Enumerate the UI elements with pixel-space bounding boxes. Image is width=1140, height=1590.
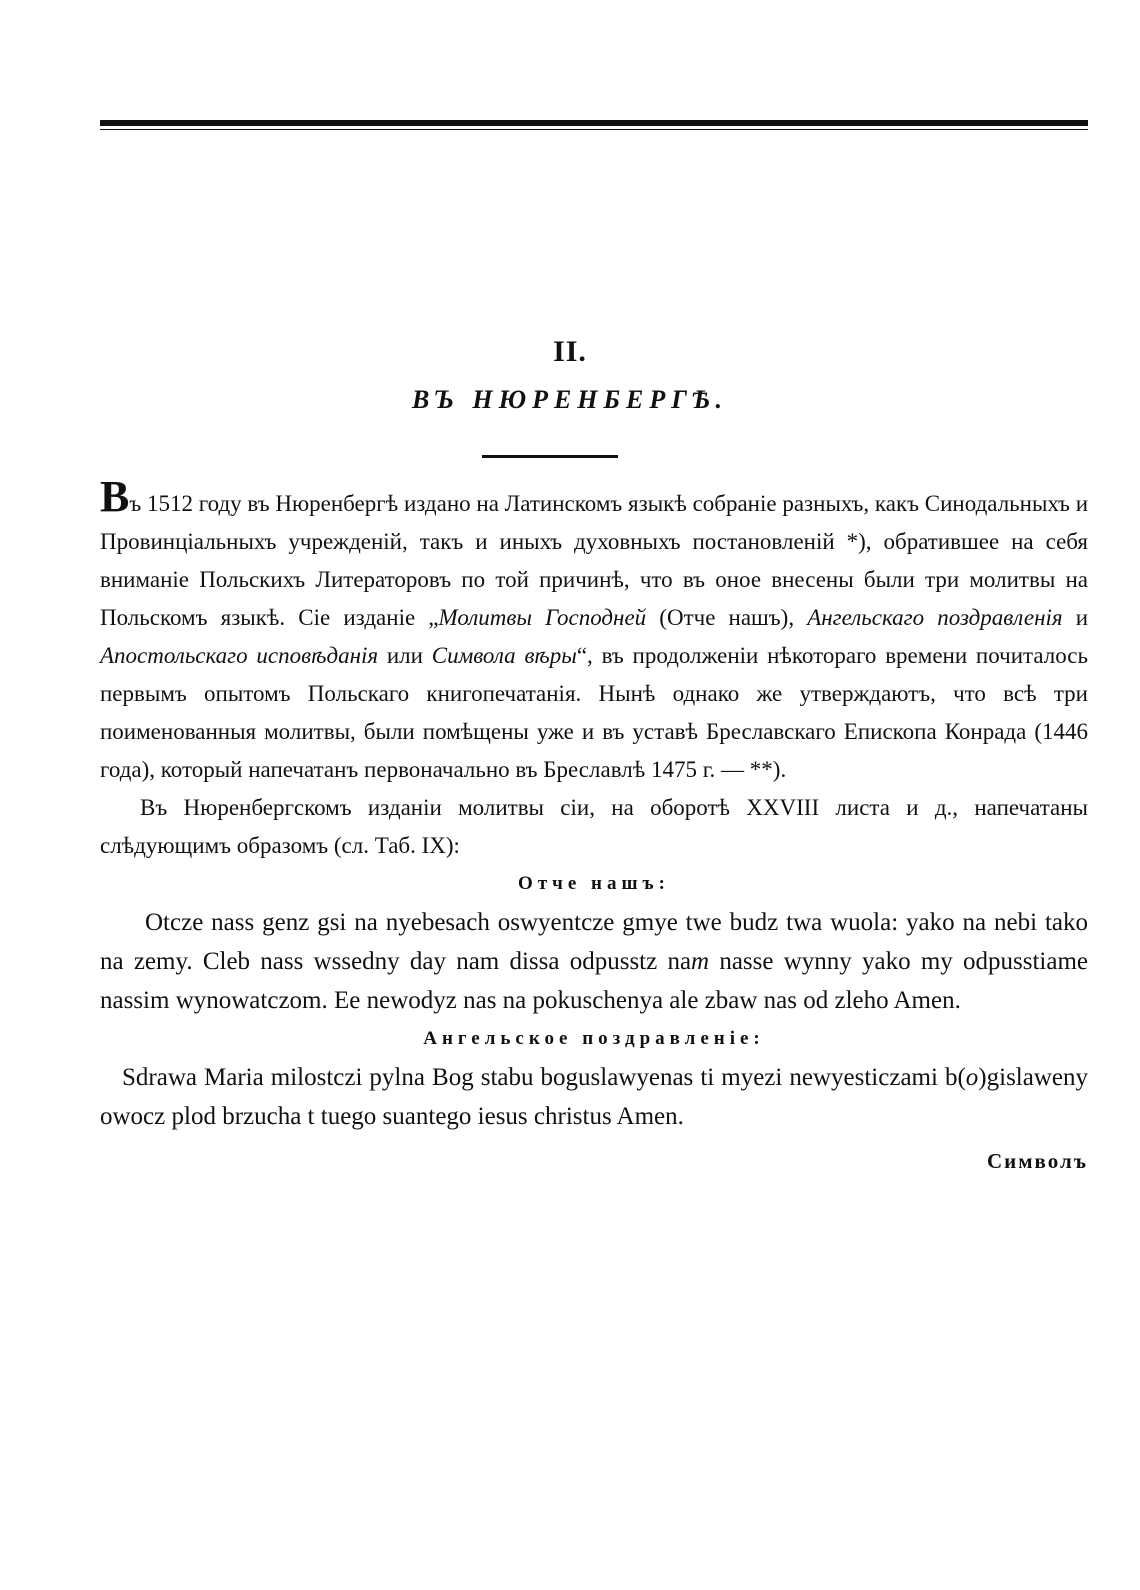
page-body <box>100 472 1089 1180</box>
lords-prayer-text-1: Otcze nass genz gsi na nyebesach oswyentcze gmye twe budz twa wuola: yako na nebi tako na zemy. Cleb nass wssedny day nam dissa odpusstz na <box>100 909 1088 975</box>
paragraph-1-text-4: или <box>378 643 432 668</box>
paragraph-1-text-2: (Отче нашъ), <box>646 605 808 630</box>
paragraph-1 <box>100 472 1089 789</box>
angelic-salutation-text-1: Sdrawa Maria milostczi pylna Bog stabu boguslawyenas ti myezi newyesticzami b( <box>122 1064 966 1091</box>
lords-prayer-italic-m: m <box>691 948 710 975</box>
title-angelic-salutation: Ангельскаго поздравленія <box>807 605 1063 630</box>
angelic-salutation-text <box>100 1058 1088 1136</box>
lords-prayer-heading: Отче нашъ: <box>518 873 670 894</box>
paragraph-2: Въ Нюренбергскомъ изданіи молитвы сіи, на оборотѣ XXVIII листа и д., напечатаны слѣдующимъ образомъ (сл. Таб. IX): <box>100 795 1088 858</box>
lords-prayer-text-2: nasse wynny yako my odpusstiame nassim wynowatczom. Ee newodyz nas na pokuschenya ale zbaw nas od zleho Amen. <box>100 948 1088 1014</box>
section-number: II. <box>553 335 587 368</box>
angelic-salutation-heading: Ангельское поздравленіе: <box>423 1028 765 1049</box>
angelic-salutation-text-2: )gislaweny owocz plod brzucha t tuego suantego iesus christus Amen. <box>100 1064 1088 1130</box>
catchword: Символъ <box>986 1149 1088 1173</box>
section-title: ВЪ НЮРЕНБЕРГѢ. <box>412 385 728 414</box>
drop-cap: В <box>100 472 130 521</box>
title-lords-prayer: Молитвы Господней <box>438 605 647 630</box>
lords-prayer-text <box>100 903 1088 1020</box>
paragraph-1-text-1: ъ 1512 году въ Нюренбергѣ издано на Латинскомъ языкѣ собраніе разныхъ, какъ Синодальныхъ и Провинціальныхъ учрежденій, такъ и иныхъ духовныхъ постановленій *), обратившее на себя вниманіе Польскихъ Литераторовъ по той причинѣ, что въ оное внесены были три молитвы на Польскомъ языкѣ. Сіе изданіе „ <box>100 491 1088 630</box>
title-rule <box>482 455 618 458</box>
top-rule <box>100 120 1088 130</box>
angelic-salutation-italic-o: o <box>965 1064 979 1091</box>
title-apostles-creed: Апостольскаго исповѣданія <box>100 643 379 668</box>
paragraph-1-text-5: “, въ продолженіи нѣкотораго времени почиталось первымъ опытомъ Польскаго книгопечатанія. Нынѣ однако же утверждаютъ, что всѣ три поименованныя молитвы, были помѣщены уже и въ уставѣ Бреславскаго Епископа Конрада (1446 года), который напечатанъ первоначально въ Бреславлѣ 1475 г. — **). <box>100 643 1088 782</box>
title-symbol-of-faith: Символа вѣры <box>431 643 577 668</box>
paragraph-1-text-3: и <box>1062 605 1089 630</box>
